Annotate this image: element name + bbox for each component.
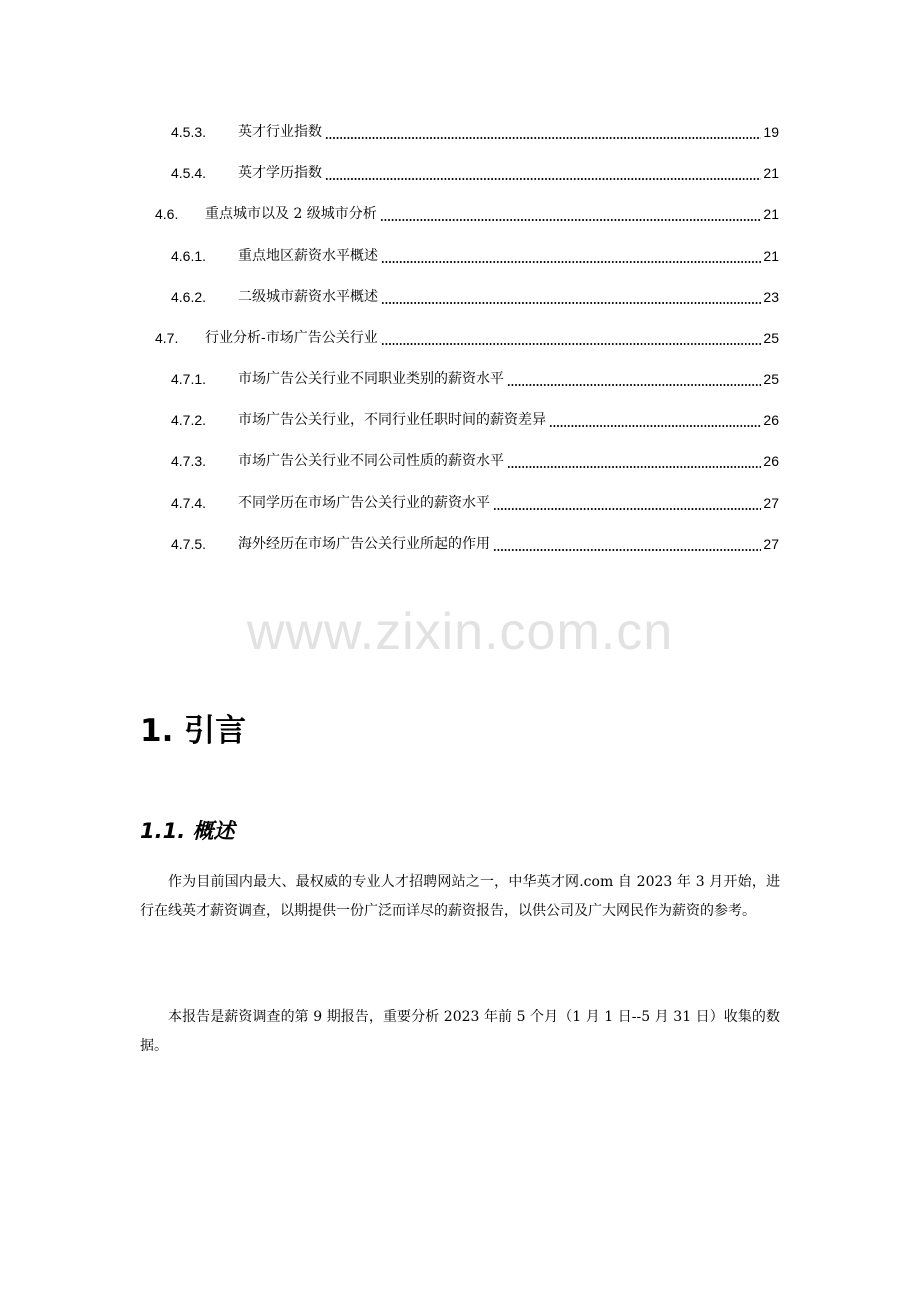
toc-entry-number: 4.7.4. bbox=[171, 495, 207, 511]
toc-entry-4-6[interactable] bbox=[0, 202, 920, 226]
toc-entry-number: 4.7.2. bbox=[171, 412, 207, 428]
toc-entry-title: 市场广告公关行业，不同行业任职时间的薪资差异 bbox=[238, 408, 549, 432]
toc-entry-number: 4.7.1. bbox=[171, 371, 207, 387]
toc-entry-title: 重点地区薪资水平概述 bbox=[238, 244, 381, 268]
toc-entry-title: 二级城市薪资水平概述 bbox=[238, 285, 381, 309]
toc-entry-page: 27 bbox=[763, 536, 779, 552]
toc-entry-title: 海外经历在市场广告公关行业所起的作用 bbox=[238, 532, 493, 556]
toc-entry-page: 21 bbox=[763, 248, 779, 264]
toc-entry-4-7[interactable] bbox=[0, 326, 920, 350]
toc-entry-number: 4.6.2. bbox=[171, 289, 207, 305]
toc-entry-title: 市场广告公关行业不同公司性质的薪资水平 bbox=[238, 449, 507, 473]
toc-entry-4-7-2[interactable] bbox=[0, 408, 920, 432]
toc-dot-leader bbox=[507, 367, 761, 391]
toc-entry-page: 25 bbox=[763, 330, 779, 346]
toc-entry-number: 4.7.3. bbox=[171, 453, 207, 469]
toc-entry-4-7-5[interactable] bbox=[0, 532, 920, 556]
body-paragraph: 作为目前国内最大、最权威的专业人才招聘网站之一，中华英才网.com 自 2023 年 3 月开始，进行在线英才薪资调查，以期提供一份广泛而详尽的薪资报告，以供公司及广大网民作为薪资的参考。 bbox=[140, 874, 780, 919]
toc-dot-leader bbox=[380, 202, 762, 226]
toc-entry-page: 23 bbox=[763, 289, 779, 305]
toc-dot-leader bbox=[381, 244, 761, 268]
toc-entry-number: 4.7. bbox=[155, 330, 179, 346]
toc-dot-leader bbox=[381, 285, 761, 309]
toc-entry-number: 4.7.5. bbox=[171, 536, 207, 552]
toc-dot-leader bbox=[507, 449, 761, 473]
toc-entry-page: 19 bbox=[763, 124, 779, 140]
toc-dot-leader bbox=[493, 491, 761, 515]
toc-entry-4-6-2[interactable] bbox=[0, 285, 920, 309]
toc-dot-leader bbox=[493, 532, 761, 556]
toc-entry-4-6-1[interactable] bbox=[0, 244, 920, 268]
toc-entry-page: 25 bbox=[763, 371, 779, 387]
toc-entry-title: 英才行业指数 bbox=[238, 120, 325, 144]
toc-entry-title: 市场广告公关行业不同职业类别的薪资水平 bbox=[238, 367, 507, 391]
toc-dot-leader bbox=[381, 326, 762, 350]
toc-dot-leader bbox=[549, 408, 761, 432]
toc-dot-leader bbox=[325, 120, 761, 144]
toc-entry-number: 4.6.1. bbox=[171, 248, 207, 264]
toc-entry-4-7-3[interactable] bbox=[0, 449, 920, 473]
toc-entry-title: 重点城市以及 2 级城市分析 bbox=[205, 202, 380, 226]
toc-entry-4-5-3[interactable] bbox=[0, 120, 920, 144]
toc-dot-leader bbox=[325, 161, 761, 185]
section-heading: 1. 引言 bbox=[140, 713, 247, 749]
toc-entry-number: 4.5.4. bbox=[171, 165, 207, 181]
toc-entry-page: 26 bbox=[763, 453, 779, 469]
toc-entry-title: 行业分析-市场广告公关行业 bbox=[205, 326, 381, 350]
toc-entry-title: 英才学历指数 bbox=[238, 161, 325, 185]
toc-entry-4-7-4[interactable] bbox=[0, 491, 920, 515]
toc-entry-page: 21 bbox=[763, 206, 779, 222]
toc-entry-number: 4.5.3. bbox=[171, 124, 207, 140]
toc-entry-4-5-4[interactable] bbox=[0, 161, 920, 185]
subsection-heading: 1.1. 概述 bbox=[140, 819, 235, 843]
toc-entry-page: 26 bbox=[763, 412, 779, 428]
toc-entry-title: 不同学历在市场广告公关行业的薪资水平 bbox=[238, 491, 493, 515]
toc-entry-page: 21 bbox=[763, 165, 779, 181]
watermark: www.zixin.com.cn bbox=[246, 603, 674, 661]
toc-entry-number: 4.6. bbox=[155, 206, 179, 222]
body-paragraph: 本报告是薪资调查的第 9 期报告，重要分析 2023 年前 5 个月（1 月 1 日--5 月 31 日）收集的数据。 bbox=[140, 1009, 780, 1054]
toc-entry-page: 27 bbox=[763, 495, 779, 511]
toc-entry-4-7-1[interactable] bbox=[0, 367, 920, 391]
